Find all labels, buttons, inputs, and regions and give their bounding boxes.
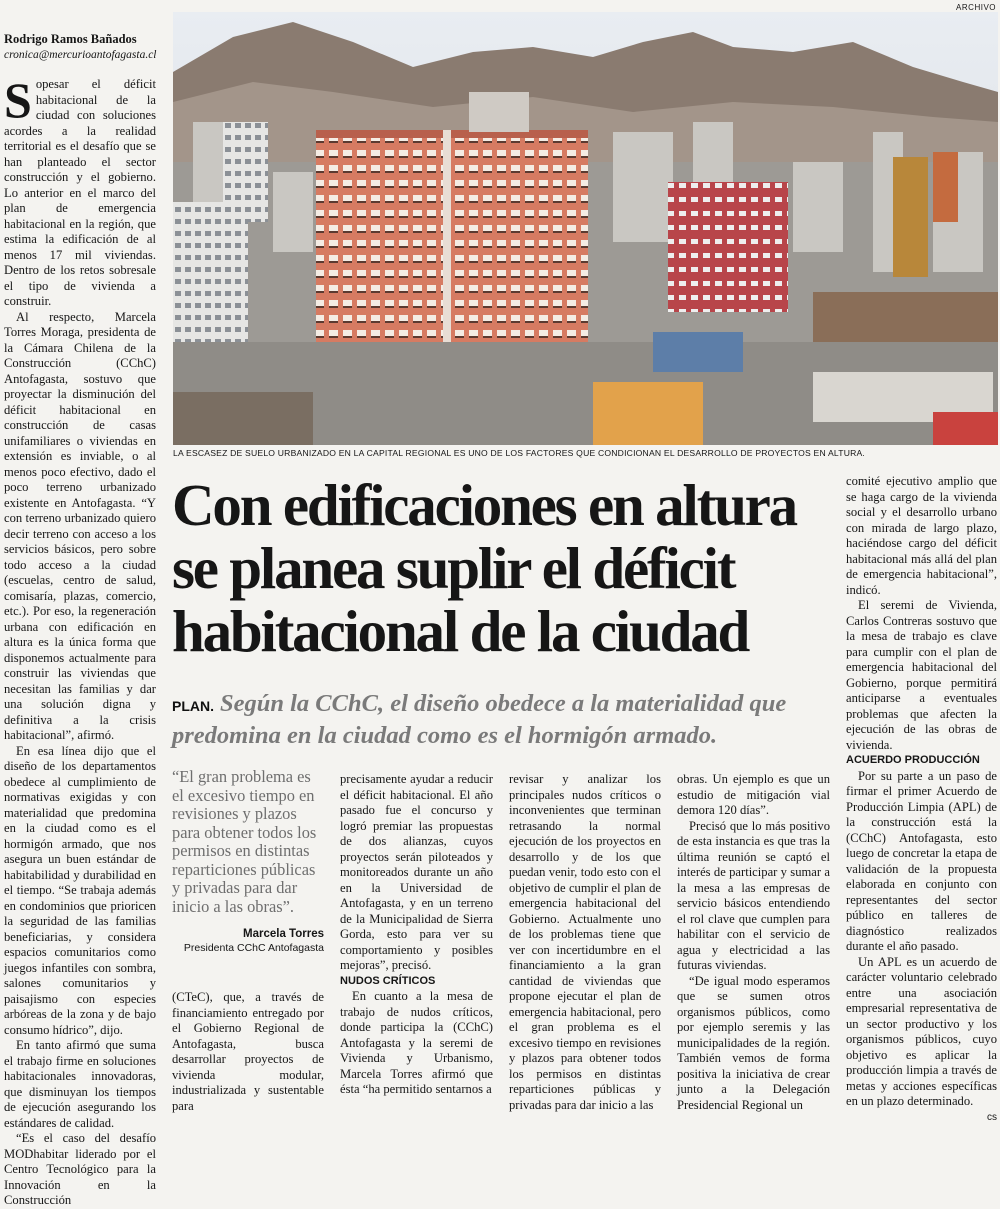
paragraph: Precisó que lo más positivo de esta instancia es que tras la última reunión se captó el interés de participar y sumar a la mesa a las empresas de servicio básicos entendiendo el rol clave que cumplen para habilitar con el servicio de agua y electricidad a las futuras viviendas.: [677, 818, 830, 972]
city-photo: [173, 12, 998, 445]
photo-credit: ARCHIVO: [956, 3, 996, 12]
quote-name: Marcela Torres: [243, 928, 324, 940]
paragraph: precisamente ayudar a reducir el déficit habitacional. El año pasado fue el concurso y logró premiar las propuestas de dos alianzas, cuyos proyectos serán piloteados y monitoreados durante un año en la Universidad de Antofagasta, y en un terreno de la Municipalidad de Sierra Gorda, esto para ver su comportamiento y posibles mejoras”, precisó.: [340, 772, 493, 972]
paragraph: “De igual modo esperamos que se sumen otros organismos públicos, como por ejemplo seremis y las municipalidades de la región. También vemos de forma positiva la iniciativa de crear junto a la Delegación Presidencial Regional un: [677, 973, 830, 1112]
paragraph: revisar y analizar los principales nudos críticos o inconvenientes que terminan retrasando la normal ejecución de los proyectos en desarrollo y de los que puedan venir, todo esto con el objetivo de cumplir el plan de emergencia habitacional del Gobierno. Actualmente uno de los problemas tiene que ver con incertidumbre en el financiamiento a la gran cantidad de viviendas que propone ejecutar el plan de emergencia habitacional, pero el gran problema es el excesivo tiempo en revisiones y plazos para obtener todos los permisos en distintas reparticiones públicas y privadas para dar inicio a las: [509, 772, 661, 1112]
pull-quote: [172, 768, 324, 954]
paragraph: En cuanto a la mesa de trabajo de nudos críticos, donde participa la (CChC) Antofagasta y la seremi de Vivienda y Urbanismo, Marcela Torres afirmó que ésta “ha permitido sentarnos a: [340, 989, 493, 1096]
city-skyline-image: [173, 12, 998, 445]
headline: Con edificaciones en altura se planea suplir el déficit habitacional de la ciudad: [172, 472, 796, 664]
byline-name: Rodrigo Ramos Bañados: [4, 32, 137, 46]
byline-email[interactable]: cronica@mercurioantofagasta.cl: [4, 48, 157, 61]
column-6: [846, 474, 997, 1125]
column-4: [509, 772, 661, 1113]
column-3: [340, 772, 493, 1098]
subhead-acuerdo: ACUERDO PRODUCCIÓN: [846, 754, 980, 766]
column-1: [4, 32, 156, 1209]
end-mark: cs: [987, 1111, 997, 1123]
paragraph: obras. Un ejemplo es que un estudio de mitigación vial demora 120 días”.: [677, 772, 830, 817]
paragraph: (CTeC), que, a través de financiamiento entregado por el Gobierno Regional de Antofagasta, busca desarrollar proyectos de vivienda modular, industrializada y sustentable para: [172, 990, 324, 1113]
dropcap: S: [4, 72, 32, 128]
lede-kicker: PLAN.: [172, 698, 214, 714]
subhead-nudos: NUDOS CRÍTICOS: [340, 974, 436, 987]
paragraph: En esa línea dijo que el diseño de los departamentos obedece al cumplimiento de normativas exigidas y con materialidad que predomina en la ciudad como es el hormigón armado, que nos asegura un buen estándar de habitabilidad y durabilidad en el tiempo. “Se trabaja además en condominios que prioricen la seguridad de las familias beneficiarias, y considera espacios comunitarios como juegos infantiles con sombra, salones comunitarios y paisajismo con especies arbóreas de la zona y de bajo consumo hídrico”, dijo.: [4, 743, 156, 1037]
column-2: [172, 990, 324, 1114]
quote-role: Presidenta CChC Antofagasta: [183, 942, 324, 954]
paragraph: En tanto afirmó que suma el trabajo firme en soluciones habitacionales innovadoras, que disminuyan los tiempos de ejecución asegurando los estándares de calidad.: [4, 1038, 156, 1130]
lede: [172, 689, 827, 750]
quote-text: “El gran problema es el excesivo tiempo en revisiones y plazos para obtener todos los permisos en distintas reparticiones públicas y privadas para dar inicio a las obras”.: [172, 767, 317, 916]
column-5: [677, 772, 830, 1113]
photo-caption: LA ESCASEZ DE SUELO URBANIZADO EN LA CAPITAL REGIONAL ES UNO DE LOS FACTORES QUE CONDICIONAN EL DESARROLLO DE PROYECTOS EN ALTURA.: [173, 448, 866, 458]
paragraph: Al respecto, Marcela Torres Moraga, presidenta de la Cámara Chilena de la Construcción (CChC) Antofagasta, sostuvo que proyectar la disminución del déficit habitacional en construcción de casas unifamiliares o viviendas en extensión es inviable, o al menos poco efectivo, dado el poco terreno urbanizado existente en Antofagasta. “Y con terreno urbanizado quiero decir terreno con acceso a los servicios básicos, pero sobre todo acceso a la ciudad (escuelas, centro de salud, comisaría, plazas, comercio, etc.). Por eso, la regeneración urbana con edificación en altura es la única forma que disponemos actualmente para construir las viviendas que necesitan las familias y dar una solución digna y definitiva a la crisis habitacional”, afirmó.: [4, 309, 156, 742]
paragraph: opesar el déficit habitacional de la ciudad con soluciones acordes a la realidad territorial es el desafío que se han planteado el sector construcción y el gobierno. Lo anterior en el marco del plan de emergencia habitacional en la región, que estima la edificación de al menos 17 mil viviendas. Dentro de los retos sobresale el tipo de vivienda a construir.: [4, 77, 156, 308]
paragraph: Un APL es un acuerdo de carácter voluntario celebrado entre una asociación empresarial representativa de un sector productivo y los organismos públicos, cuyo objetivo es aplicar la producción limpia a través de metas y acciones específicas en un plazo determinado.: [846, 954, 997, 1108]
lede-text: Según la CChC, el diseño obedece a la materialidad que predomina en la ciudad como es el hormigón armado.: [172, 690, 787, 749]
paragraph: “Es el caso del desafío MODhabitar liderado por el Centro Tecnológico para la Innovación en la Construcción: [4, 1131, 156, 1207]
paragraph: El seremi de Vivienda, Carlos Contreras sostuvo que la mesa de trabajo es clave para cumplir con el plan de emergencia habitacional del Gobierno, porque permitirá anticiparse a eventuales problemas que afecten la ejecución de las obras de vivienda.: [846, 598, 997, 752]
paragraph: comité ejecutivo amplio que se haga cargo de la vivienda social y el desarrollo urbano con mirada de largo plazo, haciéndose cargo del déficit habitacional más allá del plan de emergencia habitacional”, indicó.: [846, 474, 997, 597]
paragraph: Por su parte a un paso de firmar el primer Acuerdo de Producción Limpia (APL) de la construcción está la (CChC) Antofagasta, esto luego de concretar la etapa de validación de la propuesta elaborada en conjunto con representantes del sector público en talleres de diagnóstico realizados durante el año pasado.: [846, 768, 997, 953]
